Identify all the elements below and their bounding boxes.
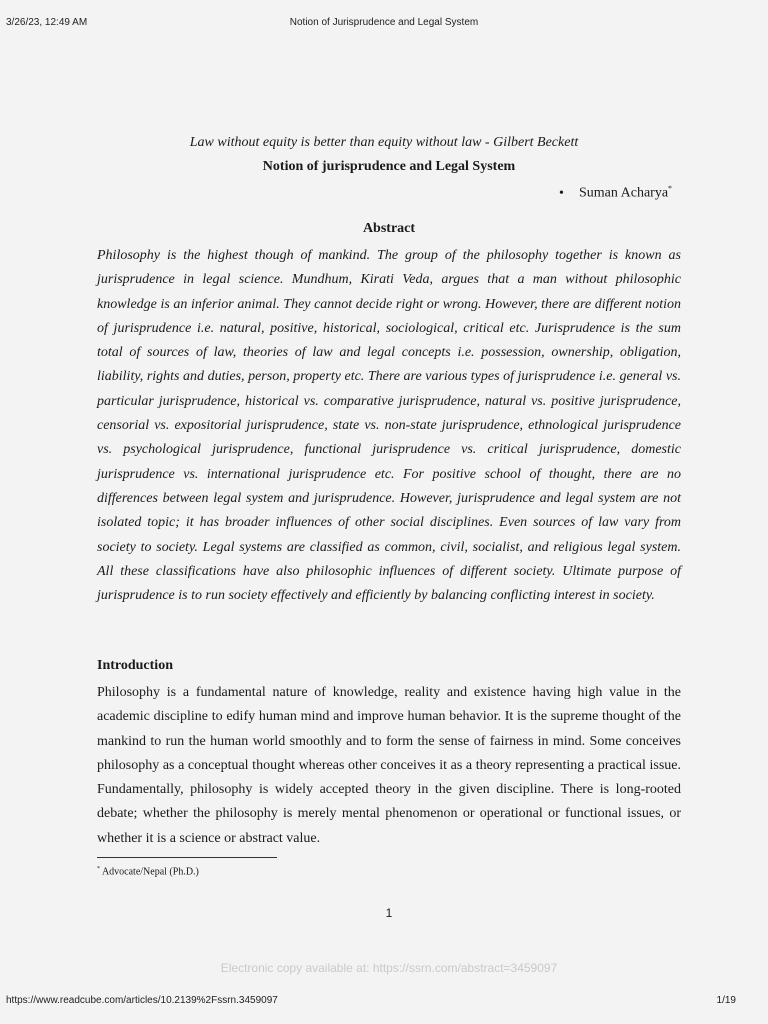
footnote-mark: * <box>97 866 100 872</box>
print-header <box>0 17 768 31</box>
author-footnote-mark: * <box>668 184 673 193</box>
footnote-divider <box>97 857 277 858</box>
author-bullet: • <box>559 185 564 201</box>
author-name: Suman Acharya <box>579 185 669 201</box>
print-datetime: 3/26/23, 12:49 AM <box>6 17 88 28</box>
print-url: https://www.readcube.com/articles/10.2139%2Fssrn.3459097 <box>6 995 278 1006</box>
page-number: 1 <box>385 906 393 920</box>
introduction-text: Philosophy is a fundamental nature of knowledge, reality and existence having high value in the academic discipline to edify human mind and improve human behavior. It is the supreme thought of the mankind to run the human world smoothly and to form the sense of fairness in mind. Some conceives philosophy as a conceptual thought whereas other conceives it as a theory representing a practical issue. Fundamentally, philosophy is widely accepted theory in the given discipline. There is long-rooted debate; whether the philosophy is merely mental phenomenon or operational or functional issues, or whether it is a science or abstract value. <box>97 685 681 846</box>
print-doc-title: Notion of Jurisprudence and Legal System <box>289 17 479 28</box>
ssrn-watermark: Electronic copy available at: https://ssrn.com/abstract=3459097 <box>220 961 558 975</box>
epigraph-quote: Law without equity is better than equity without law - Gilbert Beckett <box>189 135 579 150</box>
abstract-text: Philosophy is the highest though of mankind. The group of the philosophy together is known as jurisprudence in legal science. Mundhum, Kirati Veda, argues that a man without philosophic knowledge is an inferior animal. They cannot decide right or wrong. However, there are different notion of jurisprudence i.e. natural, positive, historical, sociological, critical etc. Jurisprudence is the sum total of sources of law, theories of law and legal concepts i.e. possession, ownership, obligation, liability, rights and duties, person, property etc. There are various types of jurisprudence i.e. general vs. particular jurisprudence, historical vs. comparative jurisprudence, natural vs. positive jurisprudence, censorial vs. expositorial jurisprudence, state vs. non-state jurisprudence, ethnological jurisprudence vs. psychological jurisprudence, functional jurisprudence vs. critical jurisprudence, domestic jurisprudence vs. international jurisprudence etc. For positive school of thought, there are no differences between legal system and jurisprudence. However, jurisprudence and legal system are not isolated topic; it has broader influences of other social disciplines. Even sources of law vary from society to society. Legal systems are classified as common, civil, socialist, and religious legal system. All these classifications have also philosophic influences of different society. Ultimate purpose of jurisprudence is to run society effectively and efficiently by balancing conflicting interest in society. <box>97 248 681 604</box>
print-page-count: 1/19 <box>716 995 736 1006</box>
author-line <box>559 184 672 202</box>
document-title: Notion of jurisprudence and Legal System <box>262 159 516 174</box>
footnote <box>97 866 199 877</box>
footnote-text: Advocate/Nepal (Ph.D.) <box>101 866 199 878</box>
abstract-heading: Abstract <box>362 221 416 236</box>
print-footer <box>0 995 768 1009</box>
introduction-heading: Introduction <box>97 658 173 673</box>
